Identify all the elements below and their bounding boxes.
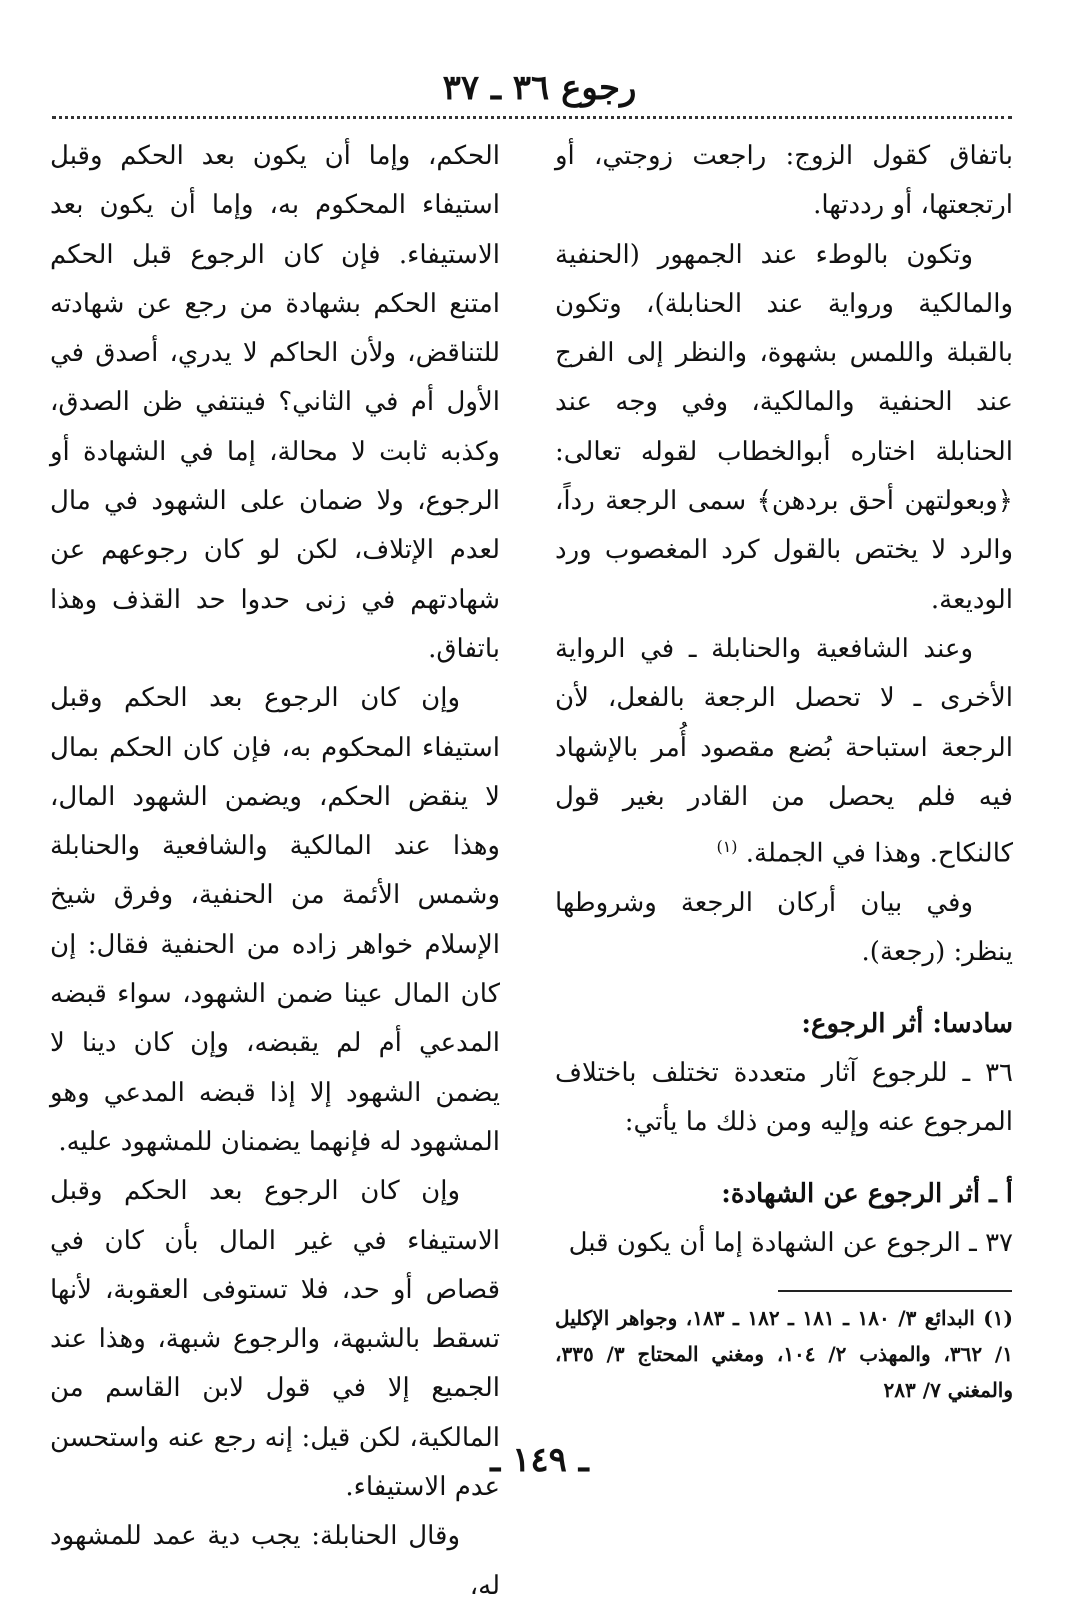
paragraph: باتفاق كقول الزوج: راجعت زوجتي، أو ارتجعتها، أو رددتها. [555, 141, 1013, 221]
paragraph: وفي بيان أركان الرجعة وشروطها ينظر: (رجعة). [555, 888, 1013, 968]
footnote: (١) البدائع ٣/ ١٨٠ ـ ١٨١ ـ ١٨٢ ـ ١٨٣، وجواهر الإكليل ١/ ٣٦٢، والمهذب ٢/ ١٠٤، ومغني المحتاج ٣/ ٣٣٥، والمغني ٧/ ٢٨٣ [555, 1306, 1013, 1402]
paragraph: ٣٧ ـ الرجوع عن الشهادة إما أن يكون قبل [568, 1227, 1013, 1258]
spacer [555, 978, 1013, 1000]
footnote-separator [778, 1290, 1012, 1292]
page-number: ـ ١٤٩ ـ [490, 1440, 589, 1480]
paragraph-text: وعند الشافعية والحنابلة ـ في الرواية الأخرى ـ لا تحصل الرجعة بالفعل، لأن الرجعة استباحة بُضع مقصود أُمر بالإشهاد فيه فلم يحصل من القادر بغير قول كالنكاح. وهذا في الجملة. [555, 633, 1013, 869]
paragraph: الحكم، وإما أن يكون بعد الحكم وقبل استيفاء المحكوم به، وإما أن يكون بعد الاستيفاء. فإن كان الرجوع قبل الحكم امتنع الحكم بشهادة من رجع عن شهادته للتناقض، ولأن الحاكم لا يدري، أصدق في الأول أم في الثاني؟ فينتفي ظن الصدق، وكذبه ثابت لا محالة، إما في الشهادة أو الرجوع، ولا ضمان على الشهود في مال لعدم الإتلاف، لكن لو كان رجوعهم عن شهادتهم في زنى حدوا حد القذف وهذا باتفاق. [50, 141, 500, 664]
paragraph [555, 625, 1013, 879]
paragraph: وإن كان الرجوع بعد الحكم وقبل الاستيفاء في غير المال بأن كان في قصاص أو حد، فلا تستوفى العقوبة، لأنها تسقط بالشبهة، والرجوع شبهة، وهذا عند الجميع إلا في قول لابن القاسم من المالكية، لكن قيل: إنه رجع عنه واستحسن عدم الاستيفاء. [50, 1176, 500, 1503]
right-column [555, 132, 1013, 1268]
running-header: رجوع ٣٦ ـ ٣٧ [442, 68, 637, 108]
header-dotted-rule [52, 116, 1012, 119]
subsection-heading: أ ـ أثر الرجوع عن الشهادة: [721, 1178, 1013, 1209]
paragraph: وقال الحنابلة: يجب دية عمد للمشهود له، [50, 1521, 500, 1601]
paragraph: وتكون بالوطء عند الجمهور (الحنفية والمالكية ورواية عند الحنابلة)، وتكون بالقبلة واللمس بشهوة، والنظر إلى الفرج عند الحنفية والمالكية، وفي وجه عند الحنابلة اختاره أبوالخطاب لقوله تعالى: ﴿وبعولتهن أحق بردهن﴾ سمى الرجعة رداً، والرد لا يختص بالقول كرد المغصوب ورد الوديعة. [555, 239, 1013, 615]
paragraph: ٣٦ ـ للرجوع آثار متعددة تختلف باختلاف المرجوع عنه وإليه ومن ذلك ما يأتي: [555, 1058, 1013, 1138]
spacer [555, 1148, 1013, 1170]
footnote-reference: (١) [716, 837, 738, 857]
paragraph: وإن كان الرجوع بعد الحكم وقبل استيفاء المحكوم به، فإن كان الحكم بمال لا ينقض الحكم، ويضمن الشهود المال، وهذا عند المالكية والشافعية والحنابلة وشمس الأئمة من الحنفية، وفرق شيخ الإسلام خواهر زاده من الحنفية فقال: إن كان المال عينا ضمن الشهود، سواء قبضه المدعي أم لم يقبضه، وإن كان دينا لا يضمن الشهود إلا إذا قبضه المدعي وهو المشهود له فإنهما يضمنان للمشهود عليه. [50, 683, 500, 1157]
section-heading: سادسا: أثر الرجوع: [801, 1008, 1013, 1039]
left-column [50, 132, 500, 1611]
